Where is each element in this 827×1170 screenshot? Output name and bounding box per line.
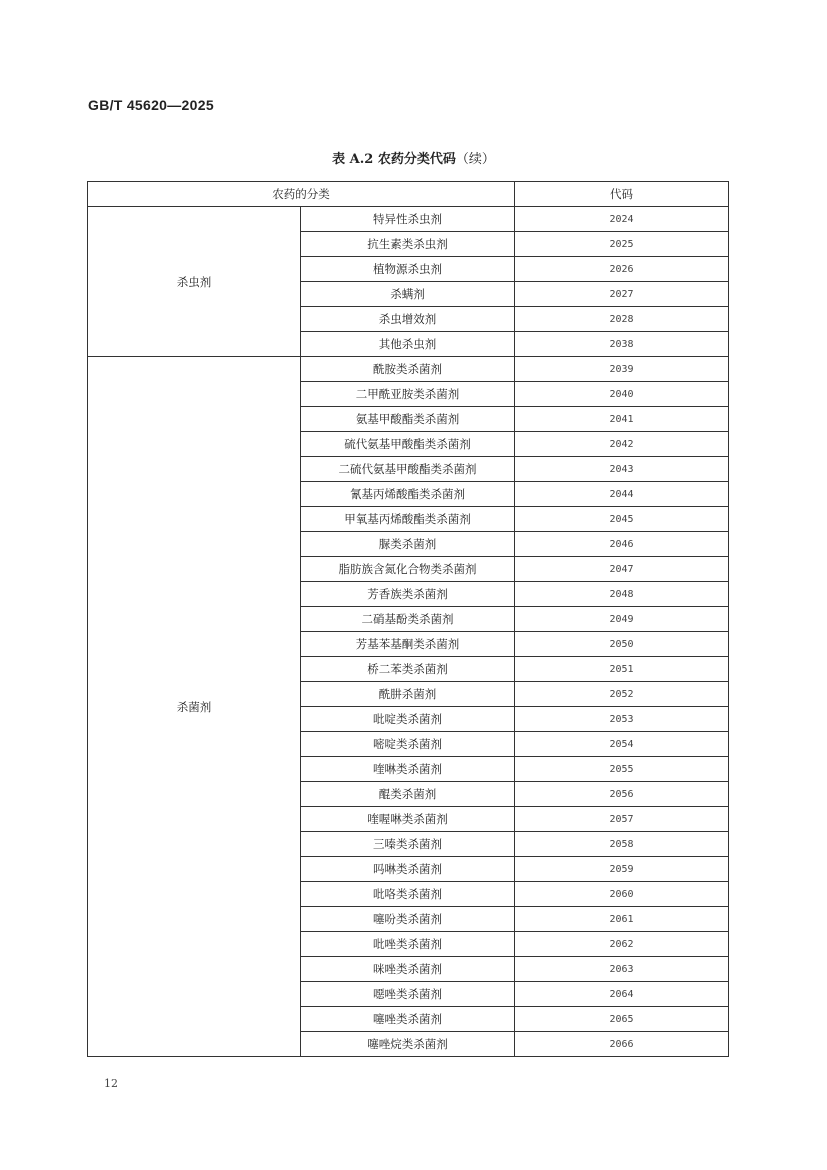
subcategory-cell: 二甲酰亚胺类杀菌剂 bbox=[301, 382, 515, 407]
subcategory-cell: 杀螨剂 bbox=[301, 282, 515, 307]
table-header-row bbox=[88, 182, 729, 207]
subcategory-cell: 特异性杀虫剂 bbox=[301, 207, 515, 232]
code-cell: 2039 bbox=[515, 357, 729, 382]
table-title: 表 A.2 农药分类代码 bbox=[332, 152, 456, 167]
standard-number: GB/T 45620—2025 bbox=[88, 97, 214, 113]
table-continued-note: （续） bbox=[455, 152, 495, 167]
code-cell: 2056 bbox=[515, 782, 729, 807]
table-body bbox=[88, 207, 729, 1057]
subcategory-cell: 噻唑烷类杀菌剂 bbox=[301, 1032, 515, 1057]
subcategory-cell: 噻吩类杀菌剂 bbox=[301, 907, 515, 932]
code-cell: 2052 bbox=[515, 682, 729, 707]
subcategory-cell: 喹喔啉类杀菌剂 bbox=[301, 807, 515, 832]
code-cell: 2063 bbox=[515, 957, 729, 982]
code-cell: 2046 bbox=[515, 532, 729, 557]
subcategory-cell: 噻唑类杀菌剂 bbox=[301, 1007, 515, 1032]
page-number: 12 bbox=[104, 1077, 118, 1090]
subcategory-cell: 吡咯类杀菌剂 bbox=[301, 882, 515, 907]
subcategory-cell: 氰基丙烯酸酯类杀菌剂 bbox=[301, 482, 515, 507]
subcategory-cell: 喹啉类杀菌剂 bbox=[301, 757, 515, 782]
subcategory-cell: 甲氧基丙烯酸酯类杀菌剂 bbox=[301, 507, 515, 532]
code-cell: 2043 bbox=[515, 457, 729, 482]
code-cell: 2050 bbox=[515, 632, 729, 657]
header-category: 农药的分类 bbox=[88, 182, 515, 207]
subcategory-cell: 芳基苯基酮类杀菌剂 bbox=[301, 632, 515, 657]
table-row bbox=[88, 357, 729, 382]
code-cell: 2025 bbox=[515, 232, 729, 257]
subcategory-cell: 醌类杀菌剂 bbox=[301, 782, 515, 807]
subcategory-cell: 脲类杀菌剂 bbox=[301, 532, 515, 557]
code-cell: 2060 bbox=[515, 882, 729, 907]
subcategory-cell: 嘧啶类杀菌剂 bbox=[301, 732, 515, 757]
code-cell: 2040 bbox=[515, 382, 729, 407]
code-cell: 2054 bbox=[515, 732, 729, 757]
table-caption bbox=[0, 148, 827, 167]
code-cell: 2062 bbox=[515, 932, 729, 957]
code-cell: 2053 bbox=[515, 707, 729, 732]
code-cell: 2061 bbox=[515, 907, 729, 932]
subcategory-cell: 噁唑类杀菌剂 bbox=[301, 982, 515, 1007]
code-cell: 2064 bbox=[515, 982, 729, 1007]
code-cell: 2027 bbox=[515, 282, 729, 307]
subcategory-cell: 抗生素类杀虫剂 bbox=[301, 232, 515, 257]
code-cell: 2024 bbox=[515, 207, 729, 232]
code-cell: 2055 bbox=[515, 757, 729, 782]
code-cell: 2026 bbox=[515, 257, 729, 282]
table-row bbox=[88, 207, 729, 232]
subcategory-cell: 吗啉类杀菌剂 bbox=[301, 857, 515, 882]
subcategory-cell: 吡唑类杀菌剂 bbox=[301, 932, 515, 957]
subcategory-cell: 三嗪类杀菌剂 bbox=[301, 832, 515, 857]
pesticide-classification-table bbox=[87, 181, 729, 1057]
code-cell: 2066 bbox=[515, 1032, 729, 1057]
header-code: 代码 bbox=[515, 182, 729, 207]
subcategory-cell: 二硫代氨基甲酸酯类杀菌剂 bbox=[301, 457, 515, 482]
subcategory-cell: 其他杀虫剂 bbox=[301, 332, 515, 357]
group-name-cell: 杀菌剂 bbox=[88, 357, 301, 1057]
code-cell: 2044 bbox=[515, 482, 729, 507]
subcategory-cell: 酰胺类杀菌剂 bbox=[301, 357, 515, 382]
code-cell: 2038 bbox=[515, 332, 729, 357]
code-cell: 2051 bbox=[515, 657, 729, 682]
code-cell: 2057 bbox=[515, 807, 729, 832]
subcategory-cell: 桥二苯类杀菌剂 bbox=[301, 657, 515, 682]
code-cell: 2042 bbox=[515, 432, 729, 457]
group-name-cell: 杀虫剂 bbox=[88, 207, 301, 357]
code-cell: 2065 bbox=[515, 1007, 729, 1032]
subcategory-cell: 二硝基酚类杀菌剂 bbox=[301, 607, 515, 632]
code-cell: 2041 bbox=[515, 407, 729, 432]
code-cell: 2059 bbox=[515, 857, 729, 882]
subcategory-cell: 吡啶类杀菌剂 bbox=[301, 707, 515, 732]
code-cell: 2045 bbox=[515, 507, 729, 532]
code-cell: 2058 bbox=[515, 832, 729, 857]
code-cell: 2028 bbox=[515, 307, 729, 332]
code-cell: 2049 bbox=[515, 607, 729, 632]
code-cell: 2048 bbox=[515, 582, 729, 607]
code-cell: 2047 bbox=[515, 557, 729, 582]
subcategory-cell: 脂肪族含氮化合物类杀菌剂 bbox=[301, 557, 515, 582]
subcategory-cell: 芳香族类杀菌剂 bbox=[301, 582, 515, 607]
subcategory-cell: 咪唑类杀菌剂 bbox=[301, 957, 515, 982]
subcategory-cell: 酰肼杀菌剂 bbox=[301, 682, 515, 707]
subcategory-cell: 植物源杀虫剂 bbox=[301, 257, 515, 282]
subcategory-cell: 杀虫增效剂 bbox=[301, 307, 515, 332]
subcategory-cell: 硫代氨基甲酸酯类杀菌剂 bbox=[301, 432, 515, 457]
subcategory-cell: 氨基甲酸酯类杀菌剂 bbox=[301, 407, 515, 432]
